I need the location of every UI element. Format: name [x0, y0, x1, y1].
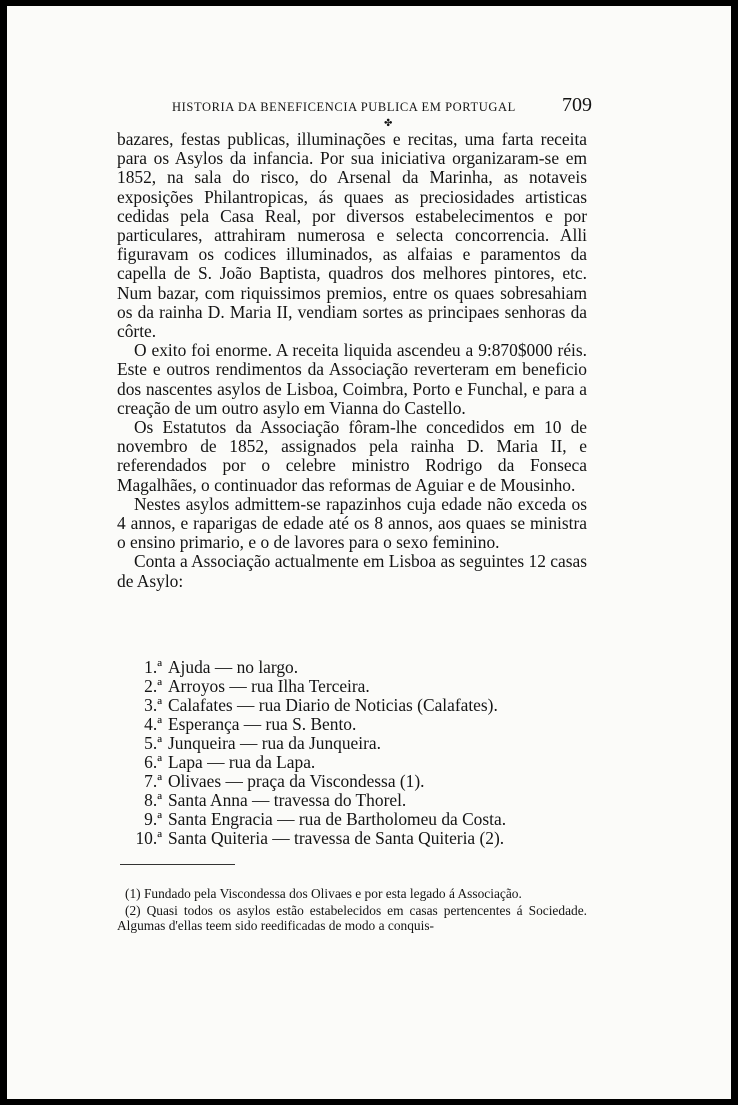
list-item: [122, 658, 582, 677]
ornament-mark-icon: ✤: [384, 118, 393, 129]
list-number: 1.ª: [144, 657, 162, 677]
list-text: Calafates — rua Diario de Noticias (Calafates).: [168, 695, 498, 715]
page-number: 709: [562, 94, 592, 116]
list-text: Junqueira — rua da Junqueira.: [168, 733, 381, 753]
list-item: [122, 753, 582, 772]
list-number: 10.ª: [135, 828, 162, 848]
list-number: 8.ª: [144, 790, 162, 810]
paragraph: Os Estatutos da Associação fôram-lhe concedidos em 10 de novembro de 1852, assignados pela rainha D. Maria II, e referendados por o celebre ministro Rodrigo da Fonseca Magalhães, o continuador das reformas de Aguiar e de Mousinho.: [117, 417, 587, 495]
list-item: [122, 696, 582, 715]
list-text: Ajuda — no largo.: [168, 657, 299, 677]
list-item: [122, 829, 582, 848]
list-number: 4.ª: [144, 714, 162, 734]
book-page: [7, 6, 731, 1099]
paragraph: Nestes asylos admittem-se rapazinhos cuja edade não exceda os 4 annos, e raparigas de edade até os 8 annos, aos quaes se ministra o ensino primario, e o de lavores para o sexo feminino.: [117, 493, 587, 553]
list-number: 5.ª: [144, 733, 162, 753]
footnote: (2) Quasi todos os asylos estão estabelecidos em casas pertencentes á Sociedade. Algumas d'ellas teem sido reedificadas de modo a conquis-: [117, 903, 587, 933]
main-text: [117, 130, 587, 591]
list-number: 9.ª: [144, 809, 162, 829]
list-text: Arroyos — rua Ilha Terceira.: [168, 676, 370, 696]
list-item: [122, 791, 582, 810]
footnotes: [117, 886, 587, 935]
list-text: Santa Quiteria — travessa de Santa Quiteria (2).: [168, 828, 505, 848]
list-item: [122, 734, 582, 753]
footnote-divider: [120, 864, 235, 865]
list-text: Santa Anna — travessa do Thorel.: [168, 790, 407, 810]
list-number: 6.ª: [144, 752, 162, 772]
list-text: Esperança — rua S. Bento.: [168, 714, 357, 734]
list-item: [122, 810, 582, 829]
list-item: [122, 772, 582, 791]
list-item: [122, 677, 582, 696]
paragraph: O exito foi enorme. A receita liquida ascendeu a 9:870$000 réis. Este e outros rendimentos da Associação reverteram em beneficio dos nascentes asylos de Lisboa, Coimbra, Porto e Funchal, e para a creação de um outro asylo em Vianna do Castello.: [117, 340, 587, 418]
running-title: HISTORIA DA BENEFICENCIA PUBLICA EM PORTUGAL: [172, 100, 516, 114]
list-item: [122, 715, 582, 734]
list-number: 2.ª: [144, 676, 162, 696]
paragraph: Conta a Associação actualmente em Lisboa as seguintes 12 casas de Asylo:: [117, 551, 587, 591]
list-number: 7.ª: [144, 771, 162, 791]
list-text: Olivaes — praça da Viscondessa (1).: [168, 771, 425, 791]
paragraph: bazares, festas publicas, illuminações e recitas, uma farta receita para os Asylos da infancia. Por sua iniciativa organizaram-se em 1852, na sala do risco, do Arsenal da Marinha, as notaveis exposições Philantropicas, ás quaes as preciosidades artisticas cedidas pela Casa Real, por diversos estabelecimentos e por particulares, attrahiram numerosa e selecta concorrencia. Alli figuravam os codices illuminados, as alfaias e paramentos da capella de S. João Baptista, quadros dos melhores pintores, etc. Num bazar, com riquissimos premios, entre os quaes sobresahiam os da rainha D. Maria II, vendiam sortes as principaes senhoras da côrte.: [117, 129, 587, 342]
asylum-list: [122, 658, 582, 848]
footnote: (1) Fundado pela Viscondessa dos Olivaes e por esta legado á Associação.: [125, 886, 522, 901]
list-number: 3.ª: [144, 695, 162, 715]
running-header: [172, 94, 592, 120]
list-text: Santa Engracia — rua de Bartholomeu da Costa.: [168, 809, 507, 829]
list-text: Lapa — rua da Lapa.: [168, 752, 316, 772]
